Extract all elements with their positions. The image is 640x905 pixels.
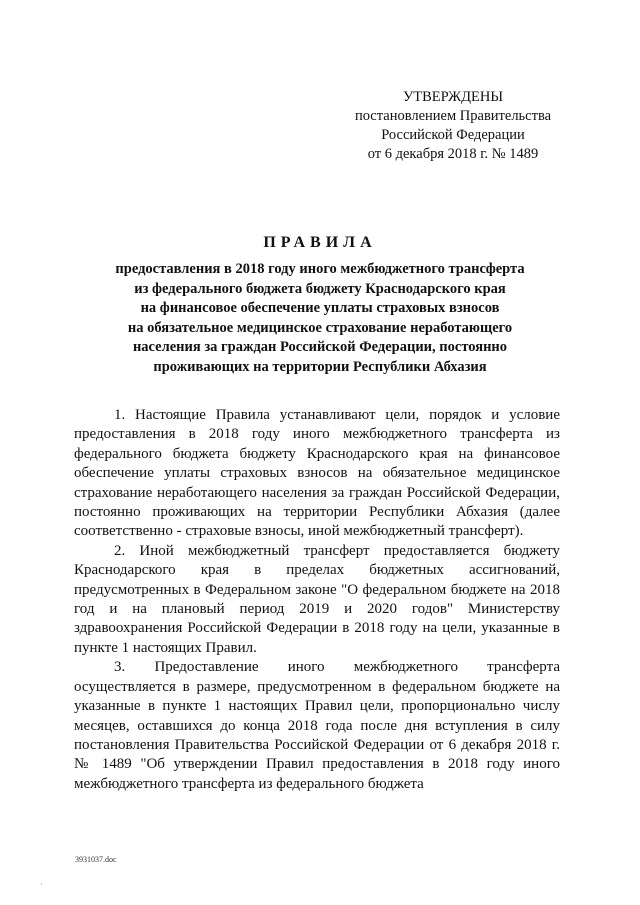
page-mark: ·	[40, 880, 43, 889]
subtitle-line-2: из федерального бюджета бюджету Краснодарского края	[134, 280, 506, 297]
paragraph-2: 2. Иной межбюджетный трансферт предоставляется бюджету Краснодарского края в пределах бюджетных ассигнований, предусмотренных в Федеральном законе "О федеральном бюджете на 2018 год и на плановый период 2019 и 2020 годов" Министерству здравоохранения Российской Федерации в 2018 году на цели, указанные в пункте 1 настоящих Правил.	[74, 542, 560, 656]
subtitle-line-3: на финансовое обеспечение уплаты страховых взносов	[140, 300, 500, 316]
subtitle-line-5: населения за граждан Российской Федерации, постоянно	[132, 339, 508, 355]
approval-line-3: от 6 декабря 2018 г. № 1489	[367, 146, 539, 162]
document-title: ПРАВИЛА	[263, 234, 377, 251]
document-body	[74, 406, 560, 794]
approval-line-2: Российской Федерации	[381, 127, 525, 143]
approval-heading: УТВЕРЖДЕНЫ	[402, 89, 504, 105]
subtitle-line-4: на обязательное медицинское страхование неработающего	[127, 319, 513, 336]
approval-line-1: постановлением Правительства	[354, 108, 552, 124]
approval-stamp	[330, 88, 576, 164]
subtitle-line-1: предоставления в 2018 году иного межбюджетного трансферта	[115, 261, 525, 277]
subtitle-line-6: проживающих на территории Республики Абхазия	[153, 358, 487, 375]
paragraph-1: 1. Настоящие Правила устанавливают цели, порядок и условие предоставления в 2018 году иного межбюджетного трансферта из федерального бюджета бюджету Краснодарского края на финансовое обеспечение уплаты страховых взносов на обязательное медицинское страхование неработающего населения за граждан Российской Федерации, постоянно проживающих на территории Республики Абхазия (далее соответственно - страховые взносы, иной межбюджетный трансферт).	[74, 407, 560, 540]
paragraph-3: 3. Предоставление иного межбюджетного трансферта осуществляется в размере, предусмотренном в федеральном бюджете на указанные в пункте 1 настоящих Правил цели, пропорционально числу месяцев, оставшихся до конца 2018 года после дня вступления в силу постановления Правительства Российской Федерации от 6 декабря 2018 г. № 1489 "Об утверждении Правил предоставления в 2018 году иного межбюджетного трансферта из федерального бюджета	[74, 659, 560, 792]
document-subtitle	[60, 260, 580, 377]
document-code: 3931037.doc	[75, 855, 117, 864]
